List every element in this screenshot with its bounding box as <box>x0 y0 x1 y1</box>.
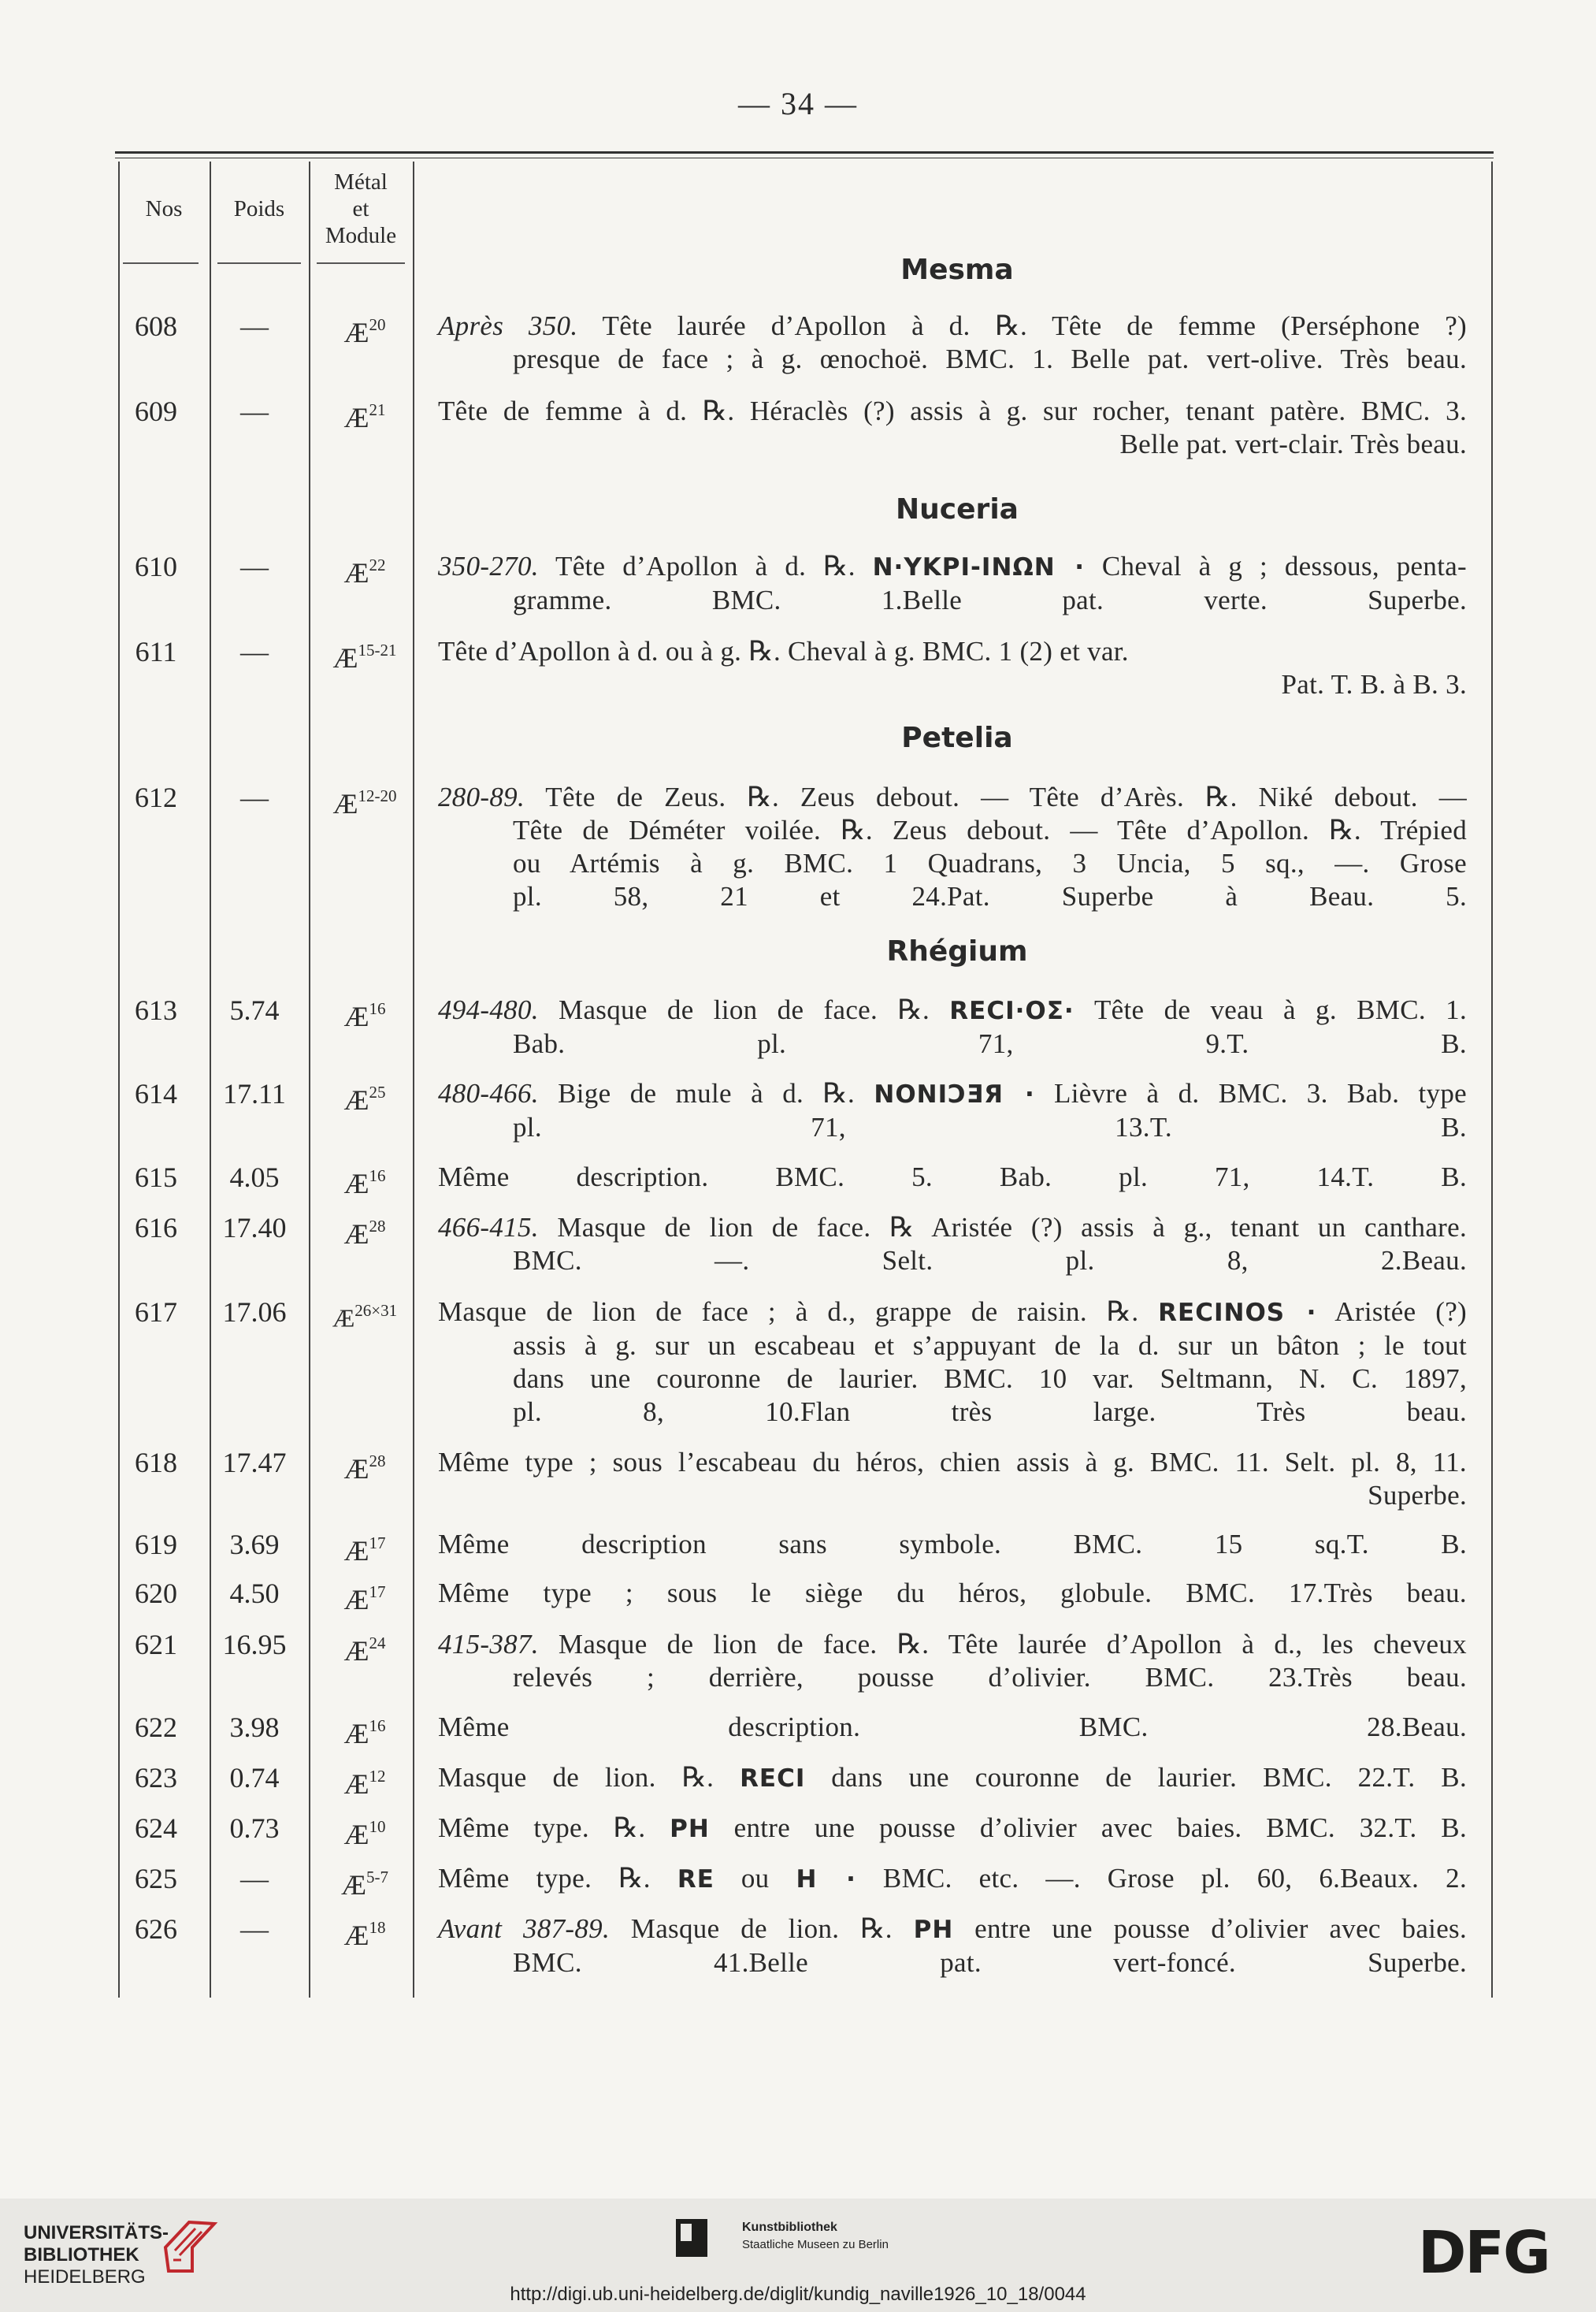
ub-logo-line: UNIVERSITÄTS- <box>24 2222 169 2243</box>
metal-symbol: Æ <box>343 402 369 433</box>
metal-symbol: Æ <box>340 1869 366 1901</box>
metal-symbol: Æ <box>343 1768 369 1800</box>
entry-description <box>438 1711 1467 1744</box>
module-size: 21 <box>369 400 386 419</box>
description-text: BMC. etc. —. Grose pl. 60, 6. <box>856 1863 1341 1894</box>
description-text: pl. 58, 21 et 24. <box>513 881 948 912</box>
coin-legend: NONIƆƎЯ · <box>874 1080 1035 1109</box>
description-text: Même description sans symbole. BMC. 15 sq. <box>438 1529 1347 1559</box>
description-line <box>438 1244 1467 1277</box>
description-line <box>438 880 1467 913</box>
entry-metal <box>314 1861 416 1902</box>
entry-description <box>438 635 1467 701</box>
description-line: Superbe. <box>1368 1480 1467 1511</box>
ub-heidelberg-logo-icon <box>158 2216 221 2276</box>
description-line <box>438 584 1467 617</box>
description-line <box>438 1577 1467 1610</box>
entry-metal <box>314 1576 416 1617</box>
column-header-metal-line: et <box>352 196 369 221</box>
entry-number: 625 <box>135 1863 177 1894</box>
module-size: 17 <box>369 1533 386 1552</box>
grade-text: Belle pat. vert-foncé. Superbe. <box>748 1947 1467 1978</box>
grade-text: Belle pat. verte. Superbe. <box>902 585 1468 615</box>
date-range: 494-480. <box>438 994 539 1025</box>
grade-text: Beau. <box>1401 1245 1467 1276</box>
entry-number: 611 <box>135 636 177 667</box>
coin-legend: RE <box>677 1865 714 1894</box>
description-text: Même description. BMC. 28. <box>438 1712 1402 1742</box>
entry-number: 623 <box>135 1762 177 1793</box>
description-line <box>438 1912 1467 1946</box>
entry-number: 619 <box>135 1529 177 1560</box>
grade-text: T. B. <box>1149 1112 1467 1143</box>
entry-description <box>438 395 1467 461</box>
description-line <box>438 1862 1467 1896</box>
header-rule <box>317 262 405 264</box>
entry-number: 609 <box>135 396 177 427</box>
description-text: Masque de lion de face. ℞ Aristée (?) assis à g., tenant un canthare. <box>538 1212 1467 1243</box>
module-size: 28 <box>369 1217 386 1236</box>
dfg-logo: DFG <box>1418 2219 1550 2287</box>
coin-legend: N·YKPI-INΩN · <box>872 553 1086 582</box>
digitization-footer <box>0 2199 1596 2312</box>
module-size: 16 <box>369 1716 386 1735</box>
entry-description <box>438 781 1467 913</box>
top-rule <box>115 151 1494 154</box>
section-title-mesma: Mesma <box>900 254 1014 286</box>
entry-weight: 17.11 <box>223 1078 286 1110</box>
module-size: 26×31 <box>354 1301 398 1320</box>
coin-legend: RECINOS · <box>1158 1299 1317 1327</box>
description-text <box>438 1812 1394 1843</box>
grade-text: Très beau. <box>1323 1578 1467 1608</box>
description-line <box>438 310 1467 343</box>
metal-symbol: Æ <box>343 1920 369 1951</box>
description-text: Même type ; sous le siège du héros, globule. BMC. 17. <box>438 1578 1324 1608</box>
coin-legend: RECI <box>740 1764 806 1793</box>
entry-number: 615 <box>135 1162 177 1193</box>
page-number: — 34 — <box>738 86 858 121</box>
ub-logo-line: BIBLIOTHEK <box>24 2244 139 2266</box>
description-text: Tête laurée d’Apollon à d. ℞. Tête de femme (Perséphone ?) <box>577 310 1468 341</box>
entry-number: 613 <box>135 994 177 1026</box>
description-text: ou <box>714 1863 796 1894</box>
metal-symbol: Æ <box>343 1453 369 1485</box>
entry-number: 610 <box>135 551 177 582</box>
description-line <box>438 1628 1467 1661</box>
description-text: Masque de lion de face. ℞. <box>538 994 950 1025</box>
description-line: presque de face ; à g. œnochoë. BMC. 1. Belle pat. vert-olive. Très beau. <box>513 344 1467 374</box>
entry-weight: 5.74 <box>229 994 280 1026</box>
entry-metal <box>314 634 416 675</box>
entry-number: 621 <box>135 1629 177 1660</box>
header-rule <box>123 262 199 264</box>
entry-number: 614 <box>135 1078 177 1110</box>
description-line: Tête de femme à d. ℞. Héraclès (?) assis à g. sur rocher, tenant patère. BMC. 3. <box>438 396 1467 426</box>
entry-weight: 0.74 <box>229 1762 280 1793</box>
entry-metal <box>314 1160 416 1201</box>
entry-number: 616 <box>135 1212 177 1243</box>
description-line: Tête d’Apollon à d. ou à g. ℞. Cheval à g. BMC. 1 (2) et var. <box>438 636 1129 667</box>
description-text: Tête de veau à g. BMC. 1. <box>1074 994 1467 1025</box>
description-line <box>438 1761 1467 1795</box>
entry-metal <box>314 309 416 350</box>
entry-weight: 17.47 <box>222 1447 287 1478</box>
description-line <box>438 1211 1467 1244</box>
entry-description <box>438 1295 1467 1429</box>
entry-number: 620 <box>135 1578 177 1609</box>
metal-symbol: Æ <box>343 1001 369 1032</box>
coin-legend: PH <box>670 1815 710 1843</box>
entry-metal <box>314 549 416 590</box>
entry-metal <box>314 993 416 1034</box>
date-range: 415-387. <box>438 1629 539 1660</box>
description-line <box>438 1396 1467 1429</box>
section-title-nuceria: Nuceria <box>896 493 1019 526</box>
header-rule <box>217 262 301 264</box>
entry-weight: — <box>240 310 269 342</box>
entry-number: 612 <box>135 782 177 813</box>
description-text <box>438 1762 1393 1793</box>
description-text: Même type. ℞. <box>438 1863 677 1894</box>
grade-text: T. B. <box>1346 1529 1467 1559</box>
coin-legend: RECI·OΣ· <box>949 997 1075 1025</box>
description-line <box>438 1295 1467 1329</box>
entry-weight: — <box>240 636 269 667</box>
description-text: Masque de lion. ℞. <box>438 1762 740 1793</box>
description-text: Cheval à g ; dessous, penta- <box>1085 551 1468 582</box>
description-line <box>438 1028 1467 1061</box>
description-line <box>438 994 1467 1028</box>
entry-metal <box>314 1760 416 1801</box>
metal-symbol: Æ <box>343 317 369 348</box>
coin-legend: PH <box>913 1916 954 1944</box>
entry-metal <box>314 780 416 821</box>
column-header-metal-line: Métal <box>334 169 388 195</box>
description-text: entre une pousse d’olivier avec baies. BMC. 32. <box>709 1812 1395 1843</box>
grade-text: Flan très large. Très beau. <box>800 1396 1467 1427</box>
entry-description <box>438 1077 1467 1144</box>
entry-description <box>438 1912 1467 1979</box>
module-size: 15-21 <box>358 641 397 660</box>
column-header-nos-text: Nos <box>145 196 183 221</box>
metal-symbol: Æ <box>343 1168 369 1199</box>
date-range: Avant 387-89. <box>438 1913 611 1944</box>
description-text: Tête d’Apollon à d. ℞. <box>538 551 873 582</box>
grade-text: Pat. Superbe à Beau. 5. <box>947 881 1467 912</box>
description-text: entre une pousse d’olivier avec baies. <box>953 1913 1468 1944</box>
description-line <box>438 1077 1467 1111</box>
date-range: 350-270. <box>438 551 539 582</box>
grade-text: T. B. <box>1394 1812 1467 1843</box>
description-text <box>438 1863 1340 1894</box>
description-text: BMC. —. Selt. pl. 8, 2. <box>513 1245 1402 1276</box>
description-text: relevés ; derrière, pousse d’olivier. BMC. 23. <box>513 1662 1304 1693</box>
description-text: Masque de lion de face. ℞. Tête laurée d’Apollon à d., les cheveux <box>538 1629 1467 1660</box>
description-text: BMC. 41. <box>513 1947 749 1978</box>
entry-metal <box>314 1811 416 1852</box>
entry-metal <box>314 1527 416 1568</box>
section-title-petelia: Petelia <box>901 722 1013 754</box>
entry-description <box>438 1577 1467 1610</box>
description-line <box>438 1111 1467 1144</box>
grade-text: Beau. <box>1401 1712 1467 1742</box>
module-size: 12 <box>369 1767 386 1786</box>
module-size: 25 <box>369 1083 386 1102</box>
column-header-poids: Poids <box>233 196 285 221</box>
entry-weight: — <box>240 551 269 582</box>
metal-symbol: Æ <box>343 1819 369 1850</box>
module-size: 5-7 <box>366 1868 388 1886</box>
description-text: Bige de mule à d. ℞. <box>538 1078 874 1109</box>
metal-symbol: Æ <box>343 1635 369 1667</box>
entry-metal <box>314 394 416 435</box>
entry-metal <box>314 1210 416 1251</box>
entry-description <box>438 1628 1467 1694</box>
entry-metal <box>314 1912 416 1953</box>
module-size: 24 <box>369 1634 386 1652</box>
entry-weight: 16.95 <box>222 1629 287 1660</box>
metal-symbol: Æ <box>343 1718 369 1749</box>
description-text: Aristée (?) <box>1316 1296 1467 1327</box>
description-text: Même description. BMC. 5. Bab. pl. 71, 14. <box>438 1162 1353 1192</box>
ub-logo-line: HEIDELBERG <box>24 2266 146 2288</box>
metal-symbol: Æ <box>343 1584 369 1615</box>
description-line: Belle pat. vert-clair. Très beau. <box>1119 429 1467 459</box>
module-size: 12-20 <box>358 786 397 805</box>
entry-description <box>438 1812 1467 1846</box>
description-text: Masque de lion de face ; à d., grappe de raisin. ℞. <box>438 1296 1159 1327</box>
description-line <box>438 1946 1467 1979</box>
ub-heidelberg-logo-text <box>24 2222 169 2288</box>
description-line: dans une couronne de laurier. BMC. 10 var. Seltmann, N. C. 1897, <box>513 1363 1467 1394</box>
coin-legend: H · <box>796 1865 856 1894</box>
kunstbibliothek-logo-text <box>742 2219 889 2254</box>
description-text: dans une couronne de laurier. BMC. 22. <box>805 1762 1394 1793</box>
metal-symbol: Æ <box>343 1535 369 1567</box>
table-right-border <box>1491 162 1493 1998</box>
entry-metal <box>314 1627 416 1668</box>
column-header-nos <box>118 195 210 222</box>
column-header-metal <box>309 169 413 249</box>
description-line <box>438 1812 1467 1846</box>
entry-weight: 0.73 <box>229 1812 280 1844</box>
module-size: 28 <box>369 1452 386 1470</box>
section-title-rhegium: Rhégium <box>886 935 1028 968</box>
description-text: Tête de Zeus. ℞. Zeus debout. — Tête d’Arès. ℞. Niké debout. — <box>525 782 1467 812</box>
entry-weight: 3.69 <box>229 1529 280 1560</box>
entry-description <box>438 550 1467 617</box>
metal-symbol: Æ <box>343 1218 369 1250</box>
entry-metal <box>314 1076 416 1117</box>
metal-symbol: Æ <box>332 788 358 820</box>
description-text: gramme. BMC. 1. <box>513 585 903 615</box>
metal-symbol: Æ <box>343 557 369 589</box>
entry-weight: 3.98 <box>229 1712 280 1743</box>
date-range: Après 350. <box>438 310 578 341</box>
date-range: 466-415. <box>438 1212 539 1243</box>
entry-description <box>438 1528 1467 1561</box>
entry-metal <box>314 1295 416 1336</box>
grade-text: Très beau. <box>1303 1662 1467 1693</box>
description-text: Même type. ℞. <box>438 1812 670 1843</box>
metal-symbol: Æ <box>332 1303 355 1333</box>
description-text: Lièvre à d. BMC. 3. Bab. type <box>1034 1078 1467 1109</box>
description-text: pl. 71, 13. <box>513 1112 1150 1143</box>
entry-metal <box>314 1445 416 1486</box>
grade-text: Beaux. 2. <box>1340 1863 1468 1894</box>
grade-text: T. B. <box>1393 1762 1467 1793</box>
entry-weight: — <box>240 1913 269 1945</box>
entry-metal <box>314 1710 416 1751</box>
grade-text: T. B. <box>1227 1028 1467 1059</box>
entry-weight: — <box>240 1863 269 1894</box>
description-text: Masque de lion. ℞. <box>610 1913 914 1944</box>
date-range: 280-89. <box>438 782 525 812</box>
entry-description <box>438 310 1467 376</box>
column-header-metal-line: Module <box>325 223 397 248</box>
entry-description <box>438 1211 1467 1277</box>
kb-line: Staatliche Museen zu Berlin <box>742 2238 889 2251</box>
kunstbibliothek-logo-icon <box>676 2219 707 2257</box>
description-text: pl. 8, 10. <box>513 1396 800 1427</box>
entry-number: 624 <box>135 1812 177 1844</box>
kb-line: Kunstbibliothek <box>742 2221 837 2234</box>
module-size: 10 <box>369 1817 386 1836</box>
entry-description <box>438 1761 1467 1795</box>
entry-weight: 17.06 <box>222 1296 287 1328</box>
description-line: Pat. T. B. à B. 3. <box>1281 669 1467 700</box>
module-size: 18 <box>369 1918 386 1937</box>
module-size: 20 <box>369 315 386 334</box>
description-line <box>438 1711 1467 1744</box>
entry-description <box>438 1862 1467 1896</box>
column-divider <box>309 162 310 1998</box>
entry-weight: 4.50 <box>229 1578 280 1609</box>
source-url[interactable]: http://digi.ub.uni-heidelberg.de/diglit/kundig_naville1926_10_18/0044 <box>510 2284 1086 2305</box>
date-range: 480-466. <box>438 1078 539 1109</box>
description-line <box>438 1528 1467 1561</box>
entry-number: 626 <box>135 1913 177 1945</box>
module-size: 16 <box>369 1166 386 1185</box>
description-line <box>438 1161 1467 1194</box>
entry-number: 608 <box>135 310 177 342</box>
entry-description <box>438 1161 1467 1194</box>
entry-weight: — <box>240 782 269 813</box>
description-line: assis à g. sur un escabeau et s’appuyant de la d. sur un bâton ; le tout <box>513 1330 1467 1361</box>
description-text: Bab. pl. 71, 9. <box>513 1028 1227 1059</box>
description-line <box>438 1661 1467 1694</box>
description-line: Tête de Déméter voilée. ℞. Zeus debout. — Tête d’Apollon. ℞. Trépied <box>513 815 1467 846</box>
description-line: ou Artémis à g. BMC. 1 Quadrans, 3 Uncia, 5 sq., —. Grose <box>513 848 1467 879</box>
grade-text: T. B. <box>1352 1162 1467 1192</box>
entry-description <box>438 1446 1467 1512</box>
entry-number: 618 <box>135 1447 177 1478</box>
entry-weight: 4.05 <box>229 1162 280 1193</box>
metal-symbol: Æ <box>332 642 358 674</box>
module-size: 16 <box>369 999 386 1018</box>
module-size: 22 <box>369 556 386 574</box>
entry-description <box>438 994 1467 1061</box>
entry-number: 617 <box>135 1296 177 1328</box>
module-size: 17 <box>369 1582 386 1601</box>
metal-symbol: Æ <box>343 1084 369 1116</box>
entry-number: 622 <box>135 1712 177 1743</box>
description-line <box>438 550 1467 584</box>
entry-weight: — <box>240 396 269 427</box>
description-line <box>438 781 1467 814</box>
description-line: Même type ; sous l’escabeau du héros, chien assis à g. BMC. 11. Selt. pl. 8, 11. <box>438 1447 1467 1478</box>
entry-weight: 17.40 <box>222 1212 287 1243</box>
